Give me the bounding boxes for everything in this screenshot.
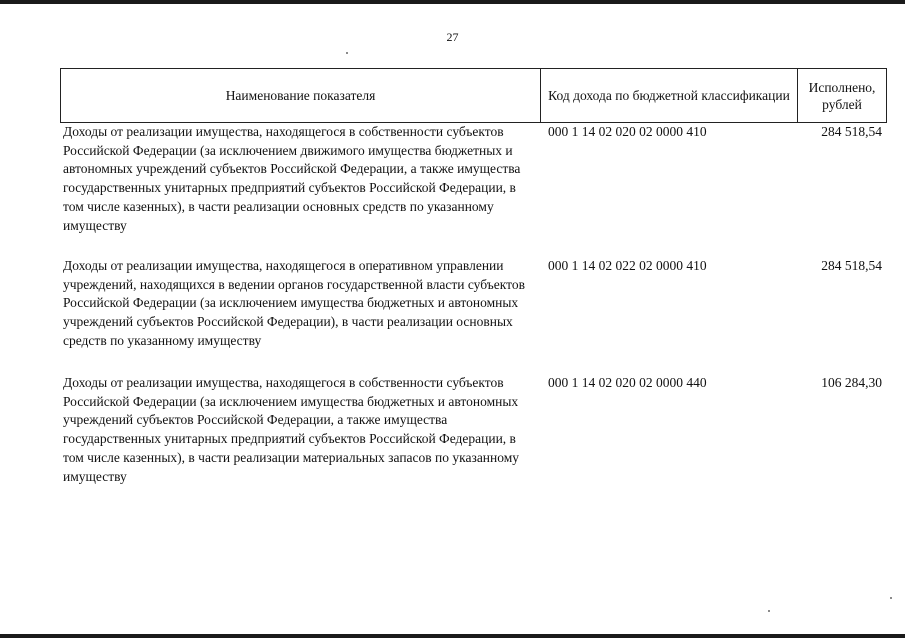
- scan-speck: [890, 597, 892, 599]
- header-amount: Исполнено, рублей: [808, 79, 876, 112]
- revenue-table: [60, 68, 887, 494]
- scan-speck: [346, 52, 348, 54]
- table-header: [60, 68, 887, 123]
- row-code: 000 1 14 02 020 02 0000 440: [548, 375, 707, 390]
- header-name: Наименование показателя: [61, 69, 541, 122]
- scan-border-bottom: [0, 634, 905, 638]
- row-amount: 106 284,30: [821, 375, 882, 390]
- table-row: [60, 123, 887, 257]
- page-number: 27: [446, 30, 459, 44]
- table-row: [60, 257, 887, 374]
- header-code: Код дохода по бюджетной классификации: [541, 69, 798, 122]
- row-name: Доходы от реализации имущества, находящегося в оперативном управлении учреждений, находящихся в ведении органов государственной власти субъектов Российской Федерации (за исключением имущества бюджетных и автономных учреждений субъектов Российской Федерации), в части реализации основных средств по указанному имуществу: [63, 258, 525, 348]
- scan-border-top: [0, 0, 905, 4]
- row-amount: 284 518,54: [821, 258, 882, 273]
- row-name: Доходы от реализации имущества, находящегося в собственности субъектов Российской Федерации (за исключением имущества бюджетных и автономных учреждений субъектов Российской Федерации, а также имущества государственных унитарных предприятий субъектов Российской Федерации, в том числе казенных), в части реализации материальных запасов по указанному имуществу: [63, 375, 520, 484]
- scan-speck: [768, 610, 770, 612]
- row-amount: 284 518,54: [821, 124, 882, 139]
- row-name: Доходы от реализации имущества, находящегося в собственности субъектов Российской Федерации (за исключением движимого имущества бюджетных и автономных учреждений субъектов Российской Федерации, а также имущества государственных унитарных предприятий субъектов Российской Федерации, в том числе казенных), в части реализации основных средств по указанному имуществу: [63, 124, 521, 233]
- row-code: 000 1 14 02 022 02 0000 410: [548, 258, 707, 273]
- table-row: [60, 374, 887, 494]
- row-code: 000 1 14 02 020 02 0000 410: [548, 124, 707, 139]
